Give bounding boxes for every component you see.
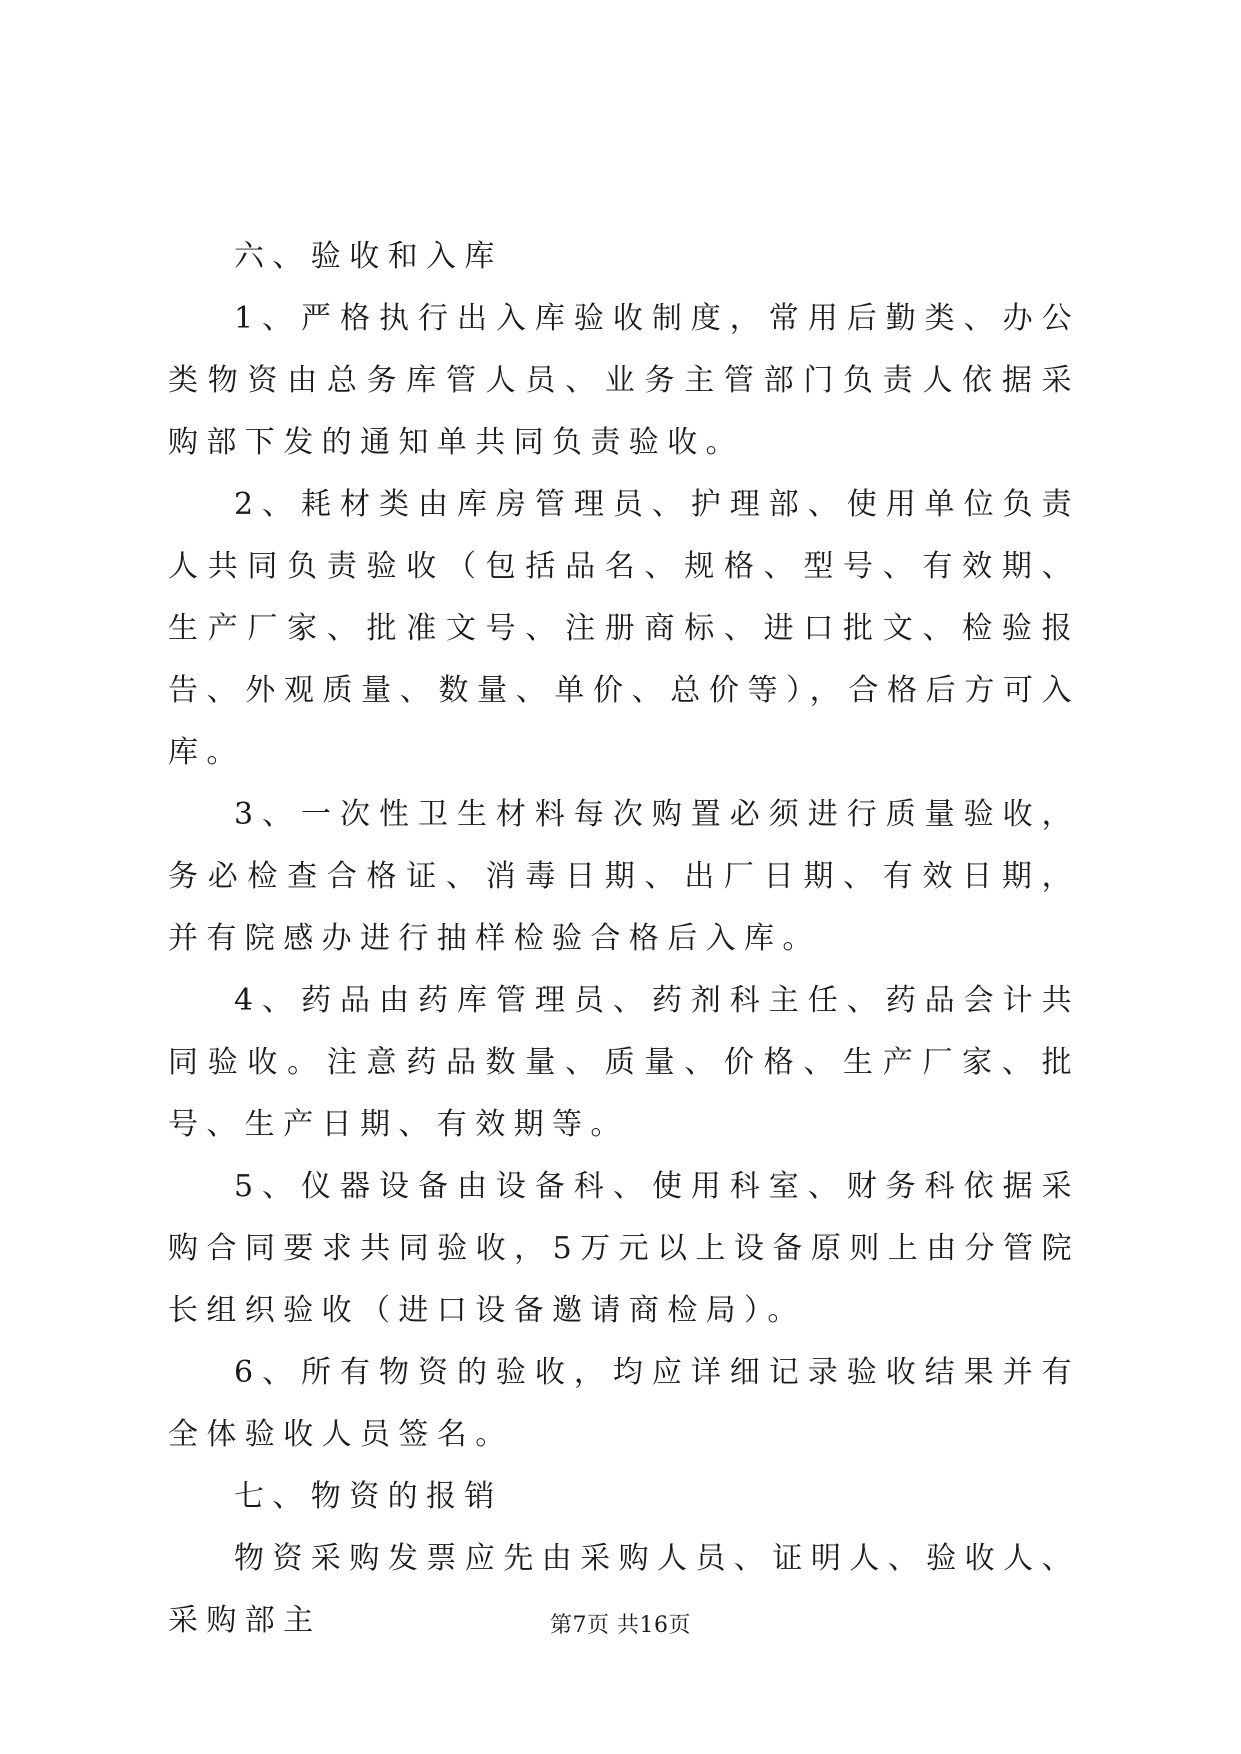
paragraph-item-2: 2、耗材类由库房管理员、护理部、使用单位负责人共同负责验收（包括品名、规格、型号、有效期、生产厂家、批准文号、注册商标、进口批文、检验报告、外观质量、数量、单价、总价等），合格后方可入库。 [168,487,1080,770]
section-heading-reimbursement: 七、物资的报销 [234,1479,503,1514]
paragraph-item-5: 5、仪器设备由设备科、使用科室、财务科依据采购合同要求共同验收，5万元以上设备原则上由分管院长组织验收（进口设备邀请商检局）。 [168,1169,1080,1328]
paragraph-item-4: 4、药品由药库管理员、药剂科主任、药品会计共同验收。注意药品数量、质量、价格、生产厂家、批号、生产日期、有效期等。 [168,983,1080,1142]
paragraph-item-6: 6、所有物资的验收，均应详细记录验收结果并有全体验收人员签名。 [168,1355,1080,1452]
paragraph-item-3: 3、一次性卫生材料每次购置必须进行质量验收，务必检查合格证、消毒日期、出厂日期、有效日期，并有院感办进行抽样检验合格后入库。 [168,797,1080,956]
document-body [168,226,1080,1652]
section-heading-acceptance: 六、验收和入库 [234,239,503,274]
paragraph-item-1: 1、严格执行出入库验收制度，常用后勤类、办公类物资由总务库管人员、业务主管部门负责人依据采购部下发的通知单共同负责验收。 [168,301,1080,460]
paragraph-reimbursement: 物资采购发票应先由采购人员、证明人、验收人、采购部主 [168,1541,1080,1638]
page-footer: 第7页 共16页 [550,1613,691,1638]
